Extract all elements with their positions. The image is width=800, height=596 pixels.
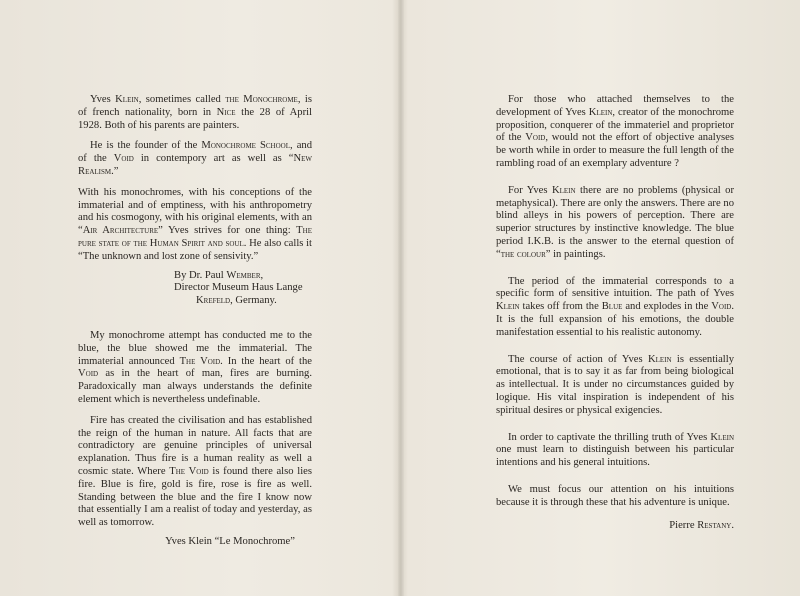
restany-signature: Pierre Restany. [669,519,734,531]
quote-paragraph-2: Fire has created the civilisation and has established the reign of the human in nature. All facts that are contradictory are genuine principles of universal explanation. Thus fire is a human reality as well a cosmic state. Where The Void is found there also lies fire. Blue is fire, gold is fire, rose is fire as well. Standing between the blue and the fire I know now that essentially I am a realist of today and yesterday, as well as tomorrow. [78,414,312,529]
page-fold [398,0,404,596]
left-page [0,0,398,596]
signature-line-1: By Dr. Paul Wember, [174,269,264,281]
restany-text [496,94,734,531]
intro-section [78,94,312,308]
intro-paragraph-3: With his monochromes, with his conceptions of the immaterial and of emptiness, with his anthropometry and his cosmogony, with his original elements, with an “Air Architecture” Yves strives for one thing: The pure state of the Human Spirit and soul. He also calls it “The unknown and lost zone of sensivity.” [78,186,312,262]
signature-line-2: Director Museum Haus Lange [174,282,303,294]
right-paragraph-6: We must focus our attention on his intuitions because it is through these that his adventure is unique. [496,483,734,508]
quote-paragraph-1: My monochrome attempt has conducted me to the blue, the blue showed me the immaterial. The immaterial announced The Void. In the heart of the Void as in the heart of man, fires are burning. Paradoxically man always understands the definite element which is nevertheless undefinable. [78,330,312,405]
klein-quote-section [78,330,312,547]
right-paragraph-2: For Yves Klein there are no problems (physical or metaphysical). There are only the answers. There are no blind alleys in his powers of perception. There are superior structures by instinctive knowledge. The blue period I.K.B. is the answer to the eternal question of “the colour” in paintings. [496,184,734,260]
quote-signature: Yves Klein “Le Monochrome” [165,535,295,547]
intro-paragraph-1: Yves Klein, sometimes called the Monochrome, is of french nationality, born in Nice the 28 of April 1928. Both of his parents are painters. [78,94,313,131]
signature-line-3: Krefeld, Germany. [196,295,277,307]
wember-signature [78,270,312,308]
right-paragraph-1: For those who attached themselves to the development of Yves Klein, creator of the monochrome proposition, conquerer of the immateriel and proprietor of the Void, would not the effort of objective analyses be worth while in order to measure the full length of the rambling road of an exemplary adventure ? [496,94,735,169]
right-paragraph-4: The course of action of Yves Klein is essentially emotional, that is to say it as far from being biological as intellectual. It is under no circumstances guided by logique. His vital inspiration is independent of his spiritual desires or physical exigencies. [496,353,734,416]
right-paragraph-5: In order to captivate the thrilling truth of Yves Klein one must learn to distinguish between his particular intentions and his general intuitions. [496,431,734,469]
intro-paragraph-2: He is the founder of the Monochrome School, and of the Void in contempory art as well as “New Realism.” [78,140,312,177]
right-paragraph-3: The period of the immaterial corresponds to a specific form of sensitive intuition. The path of Yves Klein takes off from the Blue and explodes in the Void. It is the full expansion of his emotions, the double manifestation essential to his realistic autonomy. [496,275,734,338]
